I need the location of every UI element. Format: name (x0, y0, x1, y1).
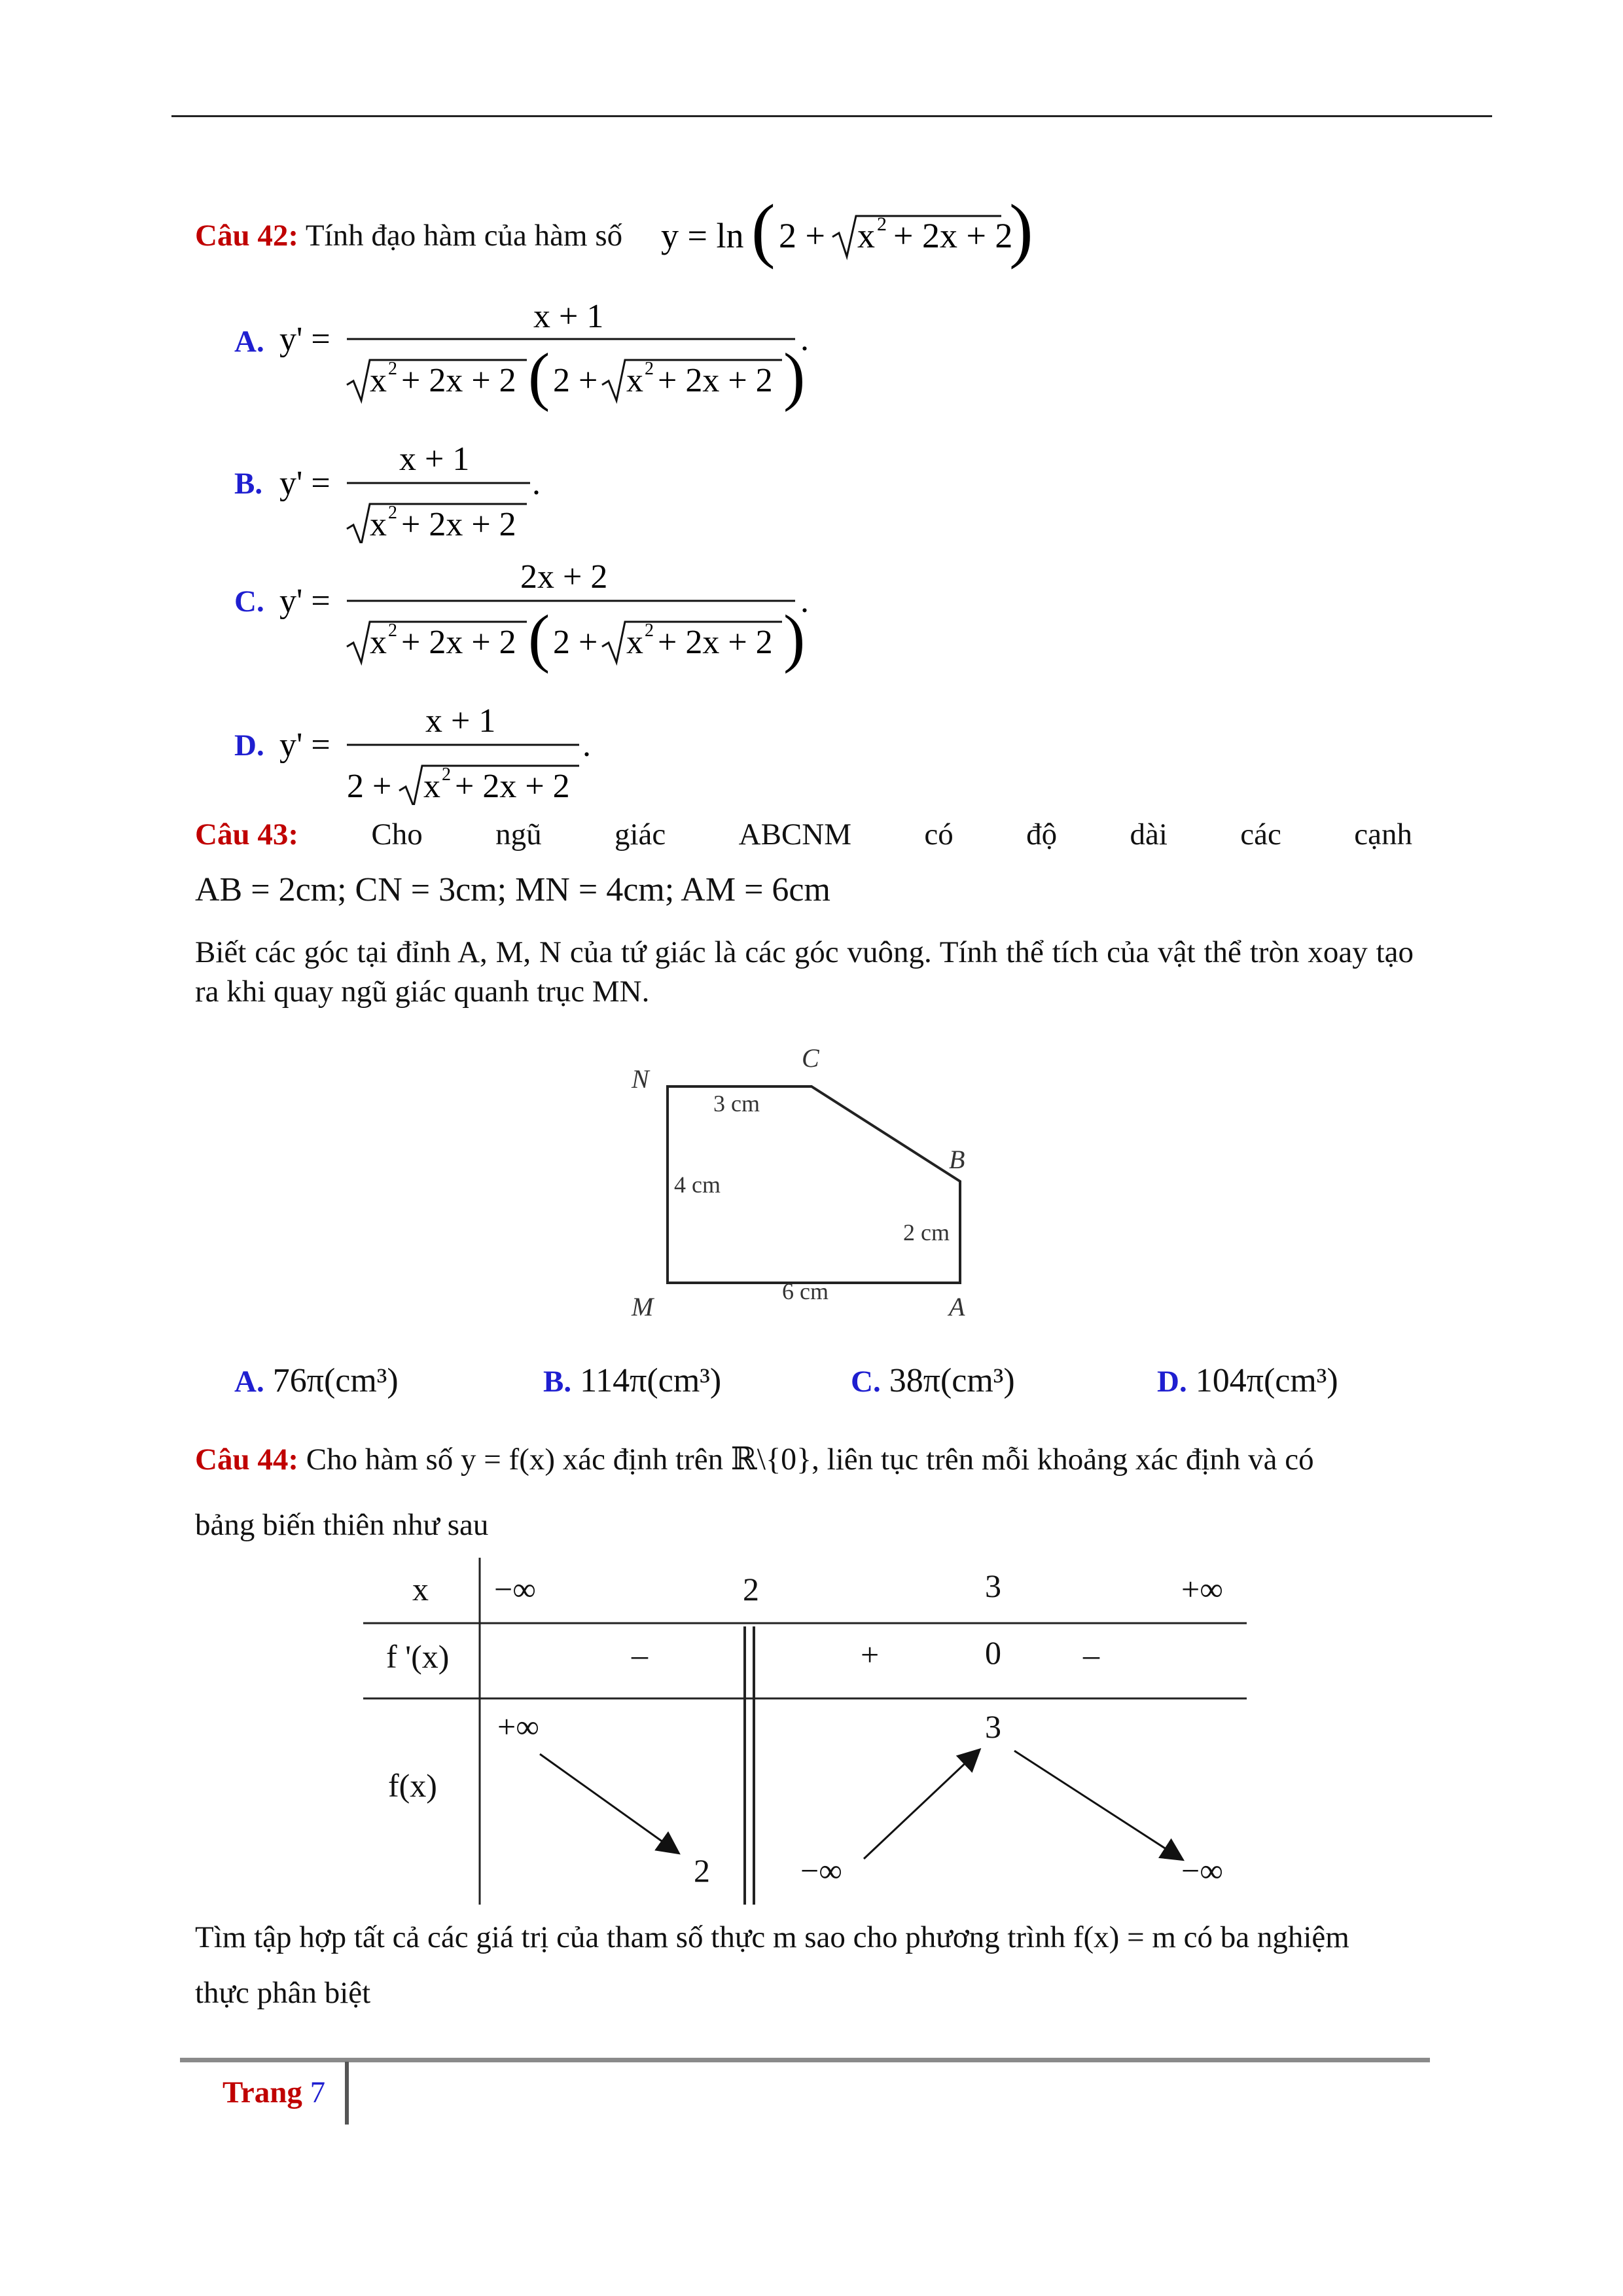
q43-figure (615, 1041, 1008, 1335)
f-value: −∞ (1181, 1852, 1223, 1889)
svg-text:2: 2 (645, 620, 654, 641)
svg-text:+ 2x + 2: + 2x + 2 (401, 362, 516, 399)
svg-text:x: x (370, 506, 387, 543)
derivative-sign: 0 (985, 1634, 1001, 1671)
svg-text:2 +: 2 + (347, 768, 392, 805)
svg-text:.: . (582, 726, 591, 764)
row-label-x: x (412, 1571, 429, 1607)
f-value: +∞ (497, 1708, 539, 1745)
derivative-sign: + (861, 1636, 880, 1673)
side-label: 2 cm (903, 1219, 950, 1246)
q43-word: các (1240, 817, 1281, 852)
vertex-label: M (632, 1292, 654, 1321)
q44-text4: thực phân biệt (195, 1976, 371, 2010)
q43-option-d-label: D. (1157, 1365, 1187, 1399)
q43-word: có (924, 817, 954, 852)
q43-word: ngũ (495, 817, 542, 852)
q43-label: Câu 43: (195, 817, 298, 852)
q43-word: cạnh (1354, 817, 1412, 852)
q43-sides: AB = 2cm; CN = 3cm; MN = 4cm; AM = 6cm (195, 871, 830, 908)
side-label: 4 cm (674, 1172, 721, 1198)
q44-label: Câu 44: (195, 1443, 298, 1477)
svg-text:x: x (370, 624, 387, 661)
svg-text:2: 2 (442, 764, 451, 785)
svg-text:+ 2x + 2: + 2x + 2 (893, 216, 1013, 255)
q42-text: Tính đạo hàm của hàm số (305, 219, 623, 253)
svg-text:): ) (783, 340, 806, 412)
svg-text:): ) (783, 601, 806, 674)
q44-text1b: , liên tục trên mỗi khoảng xác định và có (812, 1443, 1314, 1477)
svg-text:(: ( (751, 196, 776, 270)
decrease-arrow (1014, 1751, 1181, 1859)
svg-text:+ 2x + 2: + 2x + 2 (455, 768, 570, 805)
q42-label: Câu 42: (195, 219, 298, 253)
svg-text:.: . (800, 321, 809, 358)
q42-option-a-label[interactable]: A. (234, 325, 264, 359)
derivative-sign: – (632, 1636, 648, 1673)
f-value: 3 (985, 1708, 1001, 1745)
svg-text:x + 1: x + 1 (399, 440, 470, 478)
svg-text:x + 1: x + 1 (425, 702, 496, 740)
q43-option-c[interactable] (851, 1361, 1015, 1400)
svg-text:+ 2x + 2: + 2x + 2 (401, 624, 516, 661)
derivative-sign: – (1083, 1636, 1099, 1673)
svg-text:y' =: y' = (279, 465, 330, 502)
q42-option-a-expr[interactable] (272, 288, 815, 419)
svg-text:2: 2 (877, 213, 887, 235)
svg-text:): ) (1009, 196, 1033, 270)
q43-option-d[interactable] (1157, 1361, 1338, 1400)
footer-page-word: Trang (223, 2075, 302, 2109)
f-value: 2 (694, 1852, 710, 1889)
svg-text:2: 2 (388, 620, 397, 641)
decrease-arrow (540, 1754, 677, 1852)
q43-word: dài (1130, 817, 1168, 852)
svg-text:x + 1: x + 1 (533, 298, 604, 335)
svg-text:2x + 2: 2x + 2 (520, 558, 608, 596)
q44-stem-line1 (195, 1440, 1314, 1479)
q43-stem-line1 (195, 815, 1412, 854)
q43-option-b[interactable] (543, 1361, 721, 1400)
svg-text:2: 2 (388, 503, 397, 523)
svg-text:x: x (370, 362, 387, 399)
svg-text:2: 2 (388, 359, 397, 379)
q44-text2: bảng biến thiên như sau (195, 1508, 489, 1542)
q43-word: giác (614, 817, 666, 852)
row-label-f: f(x) (388, 1767, 437, 1804)
svg-text:.: . (800, 583, 809, 620)
row-label-fprime: f '(x) (386, 1638, 450, 1675)
svg-text:x: x (626, 624, 643, 661)
f-value: −∞ (800, 1852, 842, 1889)
q42-option-d-label[interactable]: D. (234, 728, 264, 762)
svg-text:+ 2x + 2: + 2x + 2 (658, 362, 773, 399)
vertex-label: C (802, 1043, 819, 1073)
vertex-label: N (632, 1064, 649, 1094)
q43-text: Biết các góc tại đỉnh A, M, N của tứ giác là các góc vuông. Tính thể tích của vật thể tròn xoay tạo ra khi quay ngũ giác quanh trục MN. (195, 935, 1414, 1009)
svg-text:2 +: 2 + (553, 362, 598, 399)
q43-word: Cho (371, 817, 423, 852)
q42-option-b-label[interactable]: B. (234, 467, 263, 501)
svg-text:x: x (626, 362, 643, 399)
q42-stem (195, 216, 622, 255)
svg-text:y' =: y' = (279, 321, 330, 358)
svg-text:2 +: 2 + (553, 624, 598, 661)
q43-option-d-value: 104π(cm³) (1195, 1362, 1338, 1399)
x-value: 3 (985, 1568, 1001, 1604)
q43-option-a-label: A. (234, 1365, 264, 1399)
q43-word: độ (1026, 817, 1058, 852)
x-value: 2 (743, 1571, 759, 1607)
q44-text3: Tìm tập hợp tất cả các giá trị của tham số thực m sao cho phương trình f(x) = m có ba nghiệm (195, 1920, 1349, 1954)
side-label: 6 cm (782, 1278, 829, 1304)
svg-text:y' =: y' = (279, 726, 330, 764)
q43-option-c-value: 38π(cm³) (889, 1362, 1015, 1399)
q44-variation-table (363, 1558, 1260, 1911)
q42-option-d-expr[interactable] (272, 694, 612, 805)
svg-text:x: x (857, 216, 875, 255)
q42-option-c-expr[interactable] (272, 550, 815, 681)
footer-divider (345, 2062, 349, 2125)
footer-page-number: 7 (310, 2075, 326, 2109)
q43-option-a[interactable] (234, 1361, 399, 1400)
vertex-label: B (949, 1145, 965, 1174)
side-label: 3 cm (713, 1090, 760, 1117)
x-value: +∞ (1181, 1571, 1223, 1607)
q42-option-b-expr[interactable] (272, 432, 546, 543)
q43-option-a-value: 76π(cm³) (272, 1362, 399, 1399)
page-footer (223, 2073, 325, 2112)
svg-text:y = ln: y = ln (661, 216, 744, 255)
q42-option-c-label[interactable]: C. (234, 584, 264, 619)
svg-text:.: . (532, 465, 541, 502)
svg-text:(: ( (528, 601, 550, 674)
q43-option-b-value: 114π(cm³) (580, 1362, 722, 1399)
q44-domain: ℝ\{0} (730, 1442, 812, 1477)
q44-text1: Cho hàm số y = f(x) xác định trên (306, 1443, 724, 1477)
footer-rule (180, 2058, 1430, 2062)
increase-arrow (864, 1751, 978, 1859)
svg-text:(: ( (528, 340, 550, 412)
svg-text:y' =: y' = (279, 583, 330, 620)
svg-text:+ 2x + 2: + 2x + 2 (401, 506, 516, 543)
q43-option-c-label: C. (851, 1365, 881, 1399)
svg-text:2: 2 (645, 359, 654, 379)
header-rule (171, 115, 1492, 117)
q43-option-b-label: B. (543, 1365, 572, 1399)
q42-expression (648, 196, 1041, 281)
svg-text:2 +: 2 + (779, 216, 825, 255)
svg-text:x: x (423, 768, 440, 805)
svg-text:+ 2x + 2: + 2x + 2 (658, 624, 773, 661)
vertex-label: A (949, 1292, 965, 1321)
q43-word: ABCNM (738, 817, 851, 852)
x-value: −∞ (494, 1571, 536, 1607)
